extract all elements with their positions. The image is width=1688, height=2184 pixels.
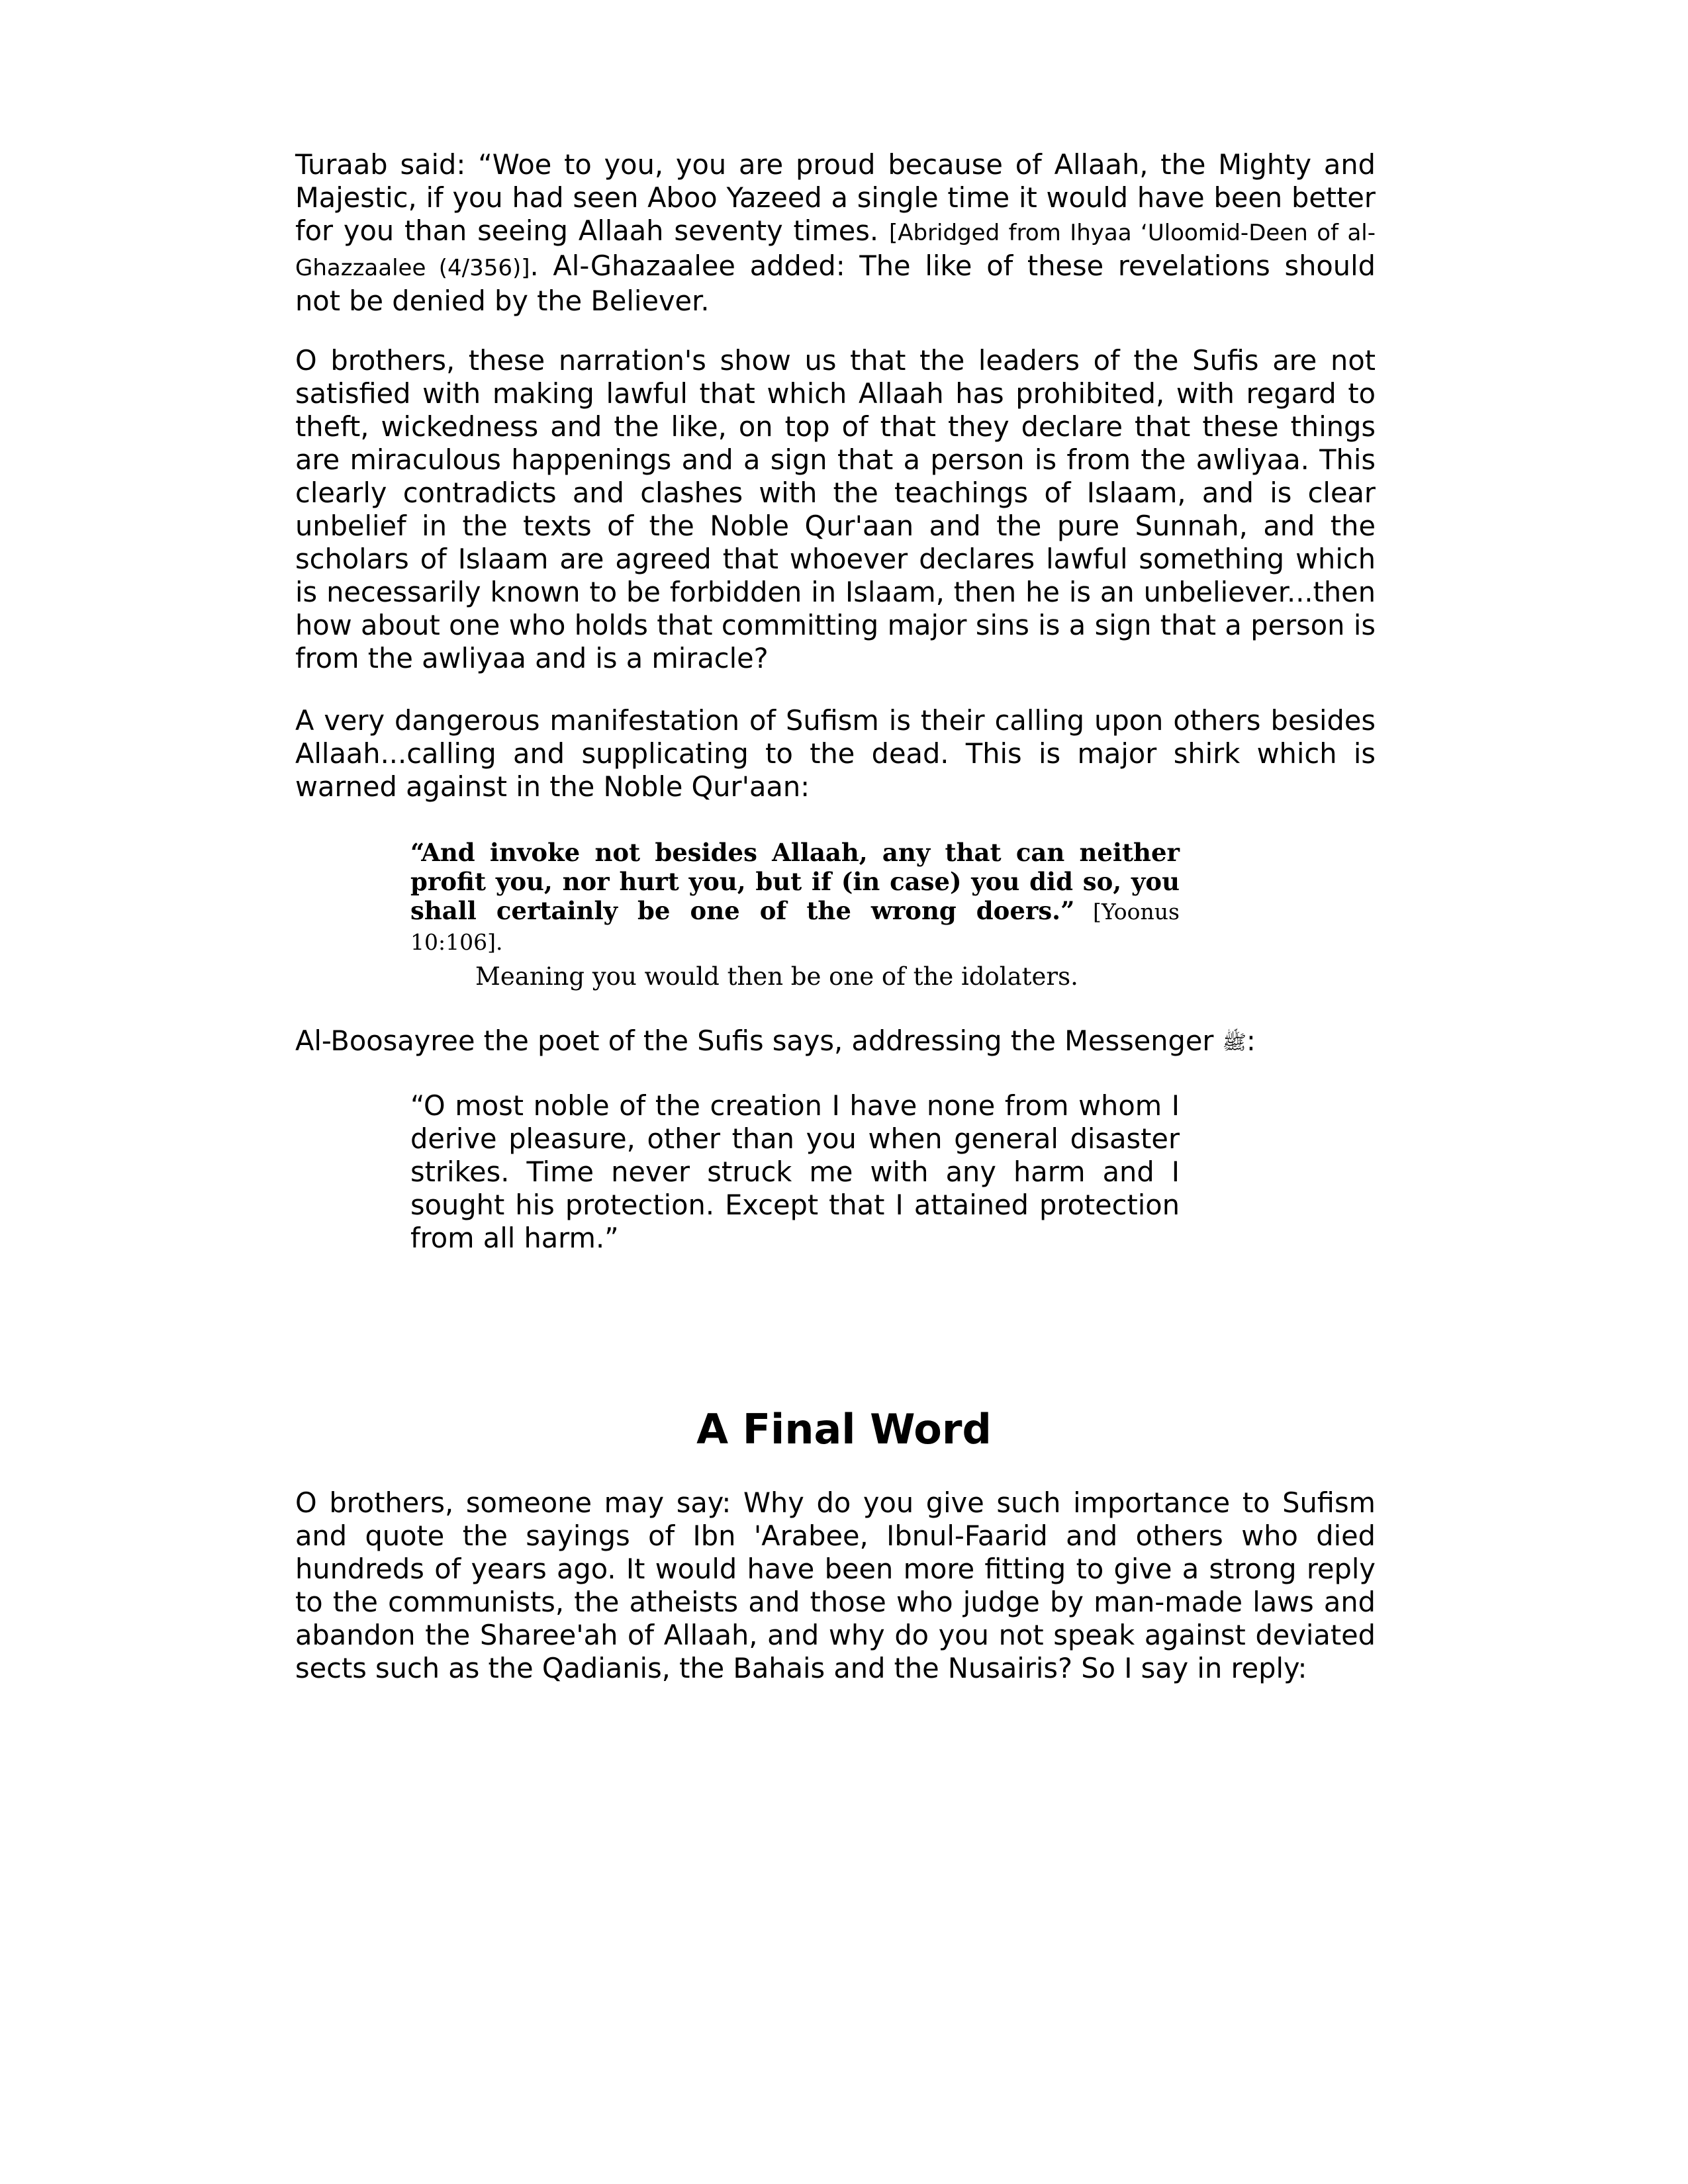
section-heading: A Final Word	[696, 1405, 992, 1453]
quran-quote	[410, 838, 1180, 957]
paragraph-turaab-tail: . Al-Ghazaalee added: The like of these revelations should not be denied by the Believer.	[295, 250, 1376, 317]
paragraph-turaab	[295, 148, 1376, 318]
quran-meaning: Meaning you would then be one of the idolaters.	[475, 962, 1078, 991]
paragraph-narrations: O brothers, these narration's show us that the leaders of the Sufis are not satisfied with making lawful that which Allaah has prohibited, with regard to theft, wickedness and the like, on top of that they declare that these things are miraculous happenings and a sign that a person is from the awliyaa. This clearly contradicts and clashes with the teachings of Islaam, and is clear unbelief in the texts of the Noble Qur'aan and the pure Sunnah, and the scholars of Islaam are agreed that whoever declares lawful something which is necessarily known to be forbidden in Islaam, then he is an unbeliever...then how about one who holds that committing major sins is a sign that a person is from the awliyaa and is a miracle?	[295, 344, 1376, 674]
paragraph-final-word: O brothers, someone may say: Why do you give such importance to Sufism and quote the sayings of Ibn 'Arabee, Ibnul-Faarid and others who died hundreds of years ago. It would have been more fitting to give a strong reply to the communists, the atheists and those who judge by man-made laws and abandon the Sharee'ah of Allaah, and why do you not speak against deviated sects such as the Qadianis, the Bahais and the Nusairis? So I say in reply:	[295, 1486, 1376, 1684]
paragraph-boosayree	[295, 1024, 1376, 1060]
paragraph-turaab-text: Turaab said: “Woe to you, you are proud because of Allaah, the Mighty and Majestic, if you had seen Aboo Yazeed a single time it would have been better for you than seeing Allaah seventy times.	[295, 148, 1376, 247]
quran-quote-text: “And invoke not besides Allaah, any that can neither profit you, nor hurt you, but if (in case) you did so, you shall certainly be one of the wrong doers.”	[410, 838, 1180, 925]
paragraph-boosayree-text: Al-Boosayree the poet of the Sufis says, addressing the Messenger	[295, 1024, 1223, 1057]
paragraph-sufism-danger: A very dangerous manifestation of Sufism is their calling upon others besides Allaah...calling and supplicating to the dead. This is major shirk which is warned against in the Noble Qur'aan:	[295, 704, 1376, 803]
salutation-symbol: ﷺ	[1222, 1031, 1246, 1054]
paragraph-boosayree-tail: :	[1246, 1024, 1256, 1057]
poem-quote: “O most noble of the creation I have none from whom I derive pleasure, other than you when general disaster strikes. Time never struck me with any harm and I sought his protection. Except that I attained protection from all harm.”	[410, 1089, 1180, 1254]
quran-reference: [Yoonus 10:106].	[410, 899, 1180, 955]
ihyaa-reference: [Abridged from Ihyaa ‘Uloomid-Deen of al-Ghazzaalee (4/356)]	[295, 220, 1376, 281]
